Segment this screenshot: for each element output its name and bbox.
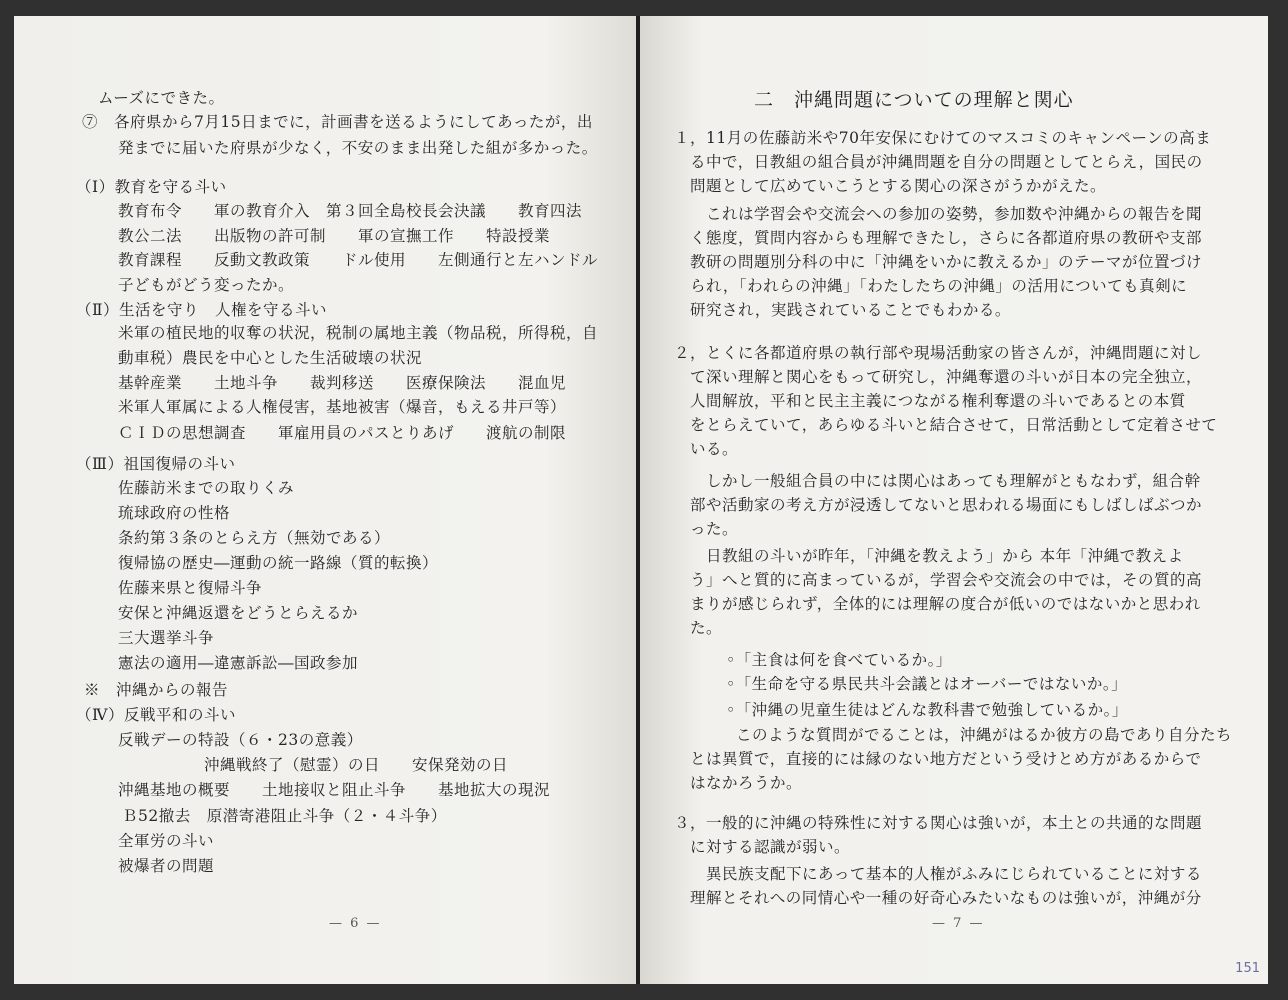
right-text-line: このような質問がでることは，沖縄がはるか彼方の島であり自分たち	[736, 726, 1233, 744]
left-text-line: 教公二法 出版物の許可制 軍の宣撫工作 特設授業	[118, 227, 551, 245]
right-text-line: く態度，質問内容からも理解できたし，さらに各都道府県の教研や支部	[690, 229, 1203, 247]
handwritten-page-mark: 151	[1235, 961, 1260, 976]
left-text-line: 動車税）農民を中心とした生活破壊の状況	[118, 349, 423, 367]
left-text-line: 沖縄基地の概要 土地接収と阻止斗争 基地拡大の現況	[118, 781, 551, 799]
left-text-line: ムーズにできた。	[98, 89, 225, 107]
right-text-line: ３，一般的に沖縄の特殊性に対する関心は強いが，本土との共通的な問題	[674, 814, 1203, 832]
right-text-line: 問題として広めていこうとする関心の深さがうかがえた。	[690, 177, 1107, 195]
right-text-line: られ，「われらの沖縄」「わたしたちの沖縄」の活用についても真剣に	[690, 277, 1188, 295]
left-text-line: 憲法の適用―違憲訴訟―国政参加	[118, 654, 359, 672]
left-text-line: 米軍人軍属による人権侵害，基地被害（爆音，もえる井戸等）	[118, 398, 567, 416]
section-heading: 二 沖縄問題についての理解と関心	[754, 89, 1074, 111]
page-number-left: — 6 —	[329, 916, 382, 931]
left-text-line: 発までに届いた府県が少なく，不安のまま出発した組が多かった。	[118, 139, 598, 157]
left-text-line: 佐藤訪米までの取りくみ	[118, 479, 295, 497]
right-text-line: 日教組の斗いが昨年，「沖縄を教えよう」から 本年「沖縄で教えよ	[706, 547, 1184, 565]
left-text-line: （Ⅱ）生活を守り 人権を守る斗い	[76, 301, 328, 319]
right-text-line: に対する認識が弱い。	[690, 838, 851, 856]
right-text-line: て深い理解と関心をもって研究し，沖縄奪還の斗いが日本の完全独立，	[690, 368, 1203, 386]
left-text-line: 復帰協の歴史―運動の統一路線（質的転換）	[118, 554, 439, 572]
left-text-line: 教育布令 軍の教育介入 第３回全島校長会決議 教育四法	[118, 202, 583, 220]
left-text-line: 子どもがどう変ったか。	[118, 276, 295, 294]
right-text-line: 教研の問題別分科の中に「沖縄をいかに教えるか」のテーマが位置づけ	[690, 253, 1203, 271]
right-text-line: まりが感じられず，全体的には理解の度合が低いのではないかと思われ	[690, 595, 1201, 613]
left-text-line: 全軍労の斗い	[118, 832, 215, 850]
left-text-line: （Ⅲ）祖国復帰の斗い	[76, 455, 236, 473]
left-text-line: ＣＩＤの思想調査 軍雇用員のパスとりあげ 渡航の制限	[118, 424, 567, 442]
right-text-line: はなかろうか。	[690, 774, 803, 792]
left-text-line: （Ⅰ）教育を守る斗い	[76, 178, 227, 196]
right-text-line: ◦「沖縄の児童生徒はどんな教科書で勉強しているか。」	[726, 701, 1128, 719]
right-text-line: る中で，日教組の組合員が沖縄問題を自分の問題としてとらえ，国民の	[690, 153, 1203, 171]
right-text-line: １，11月の佐藤訪米や70年安保にむけてのマスコミのキャンペーンの高ま	[674, 129, 1212, 147]
right-text-line: をとらえていて，あらゆる斗いと結合させて，日常活動として定着させて	[690, 416, 1218, 434]
left-text-line: （Ⅳ）反戦平和の斗い	[76, 706, 236, 724]
left-page	[14, 16, 638, 984]
left-text-line: ※ 沖縄からの報告	[84, 681, 229, 699]
right-text-line: 理解とそれへの同情心や一種の好奇心みたいなものは強いが，沖縄が分	[690, 889, 1202, 907]
left-text-line: 安保と沖縄返還をどうとらえるか	[118, 604, 359, 622]
page-number-right: — 7 —	[932, 916, 985, 931]
left-text-line: 条約第３条のとらえ方（無効である）	[118, 529, 391, 547]
right-text-line: これは学習会や交流会への参加の姿勢，参加数や沖縄からの報告を聞	[706, 205, 1203, 223]
right-text-line: う」へと質的に高まっているが，学習会や交流会の中では，その質的高	[690, 571, 1203, 589]
right-text-line: た。	[690, 619, 723, 637]
left-text-line: ⑦ 各府県から7月15日までに，計画書を送るようにしてあったが，出	[82, 113, 593, 131]
right-text-line: 部や活動家の考え方が浸透してないと思われる場面にもしばしばぶつか	[690, 496, 1203, 514]
right-page	[640, 16, 1268, 984]
right-text-line: とは異質で，直接的には縁のない地方だという受けとめ方があるからで	[690, 750, 1202, 768]
right-text-line: った。	[690, 520, 739, 538]
right-text-line: ◦「主食は何を食べているか。」	[726, 651, 952, 669]
right-text-line: ２，とくに各都道府県の執行部や現場活動家の皆さんが，沖縄問題に対し	[674, 344, 1203, 362]
right-text-line: ◦「生命を守る県民共斗会議とはオーバーではないか。」	[726, 675, 1128, 693]
left-text-line: 被爆者の問題	[118, 857, 215, 875]
right-text-line: 人間解放，平和と民主主義につながる権利奪還の斗いであるとの本質	[690, 392, 1186, 410]
left-text-line: 琉球政府の性格	[118, 504, 231, 522]
left-text-line: 三大選挙斗争	[118, 629, 215, 647]
right-text-line: いる。	[690, 440, 739, 458]
right-text-line: 研究され，実践されていることでもわかる。	[690, 301, 1011, 319]
left-text-line: 米軍の植民地的収奪の状況，税制の属地主義（物品税，所得税，自	[118, 324, 599, 342]
left-text-line: 基幹産業 土地斗争 裁判移送 医療保険法 混血児	[118, 374, 567, 392]
left-text-line: Ｂ52撤去 原潜寄港阻止斗争（２・４斗争）	[122, 807, 447, 825]
left-text-line: 沖縄戦終了（慰霊）の日 安保発効の日	[204, 756, 509, 774]
right-text-line: 異民族支配下にあって基本的人権がふみにじられていることに対する	[706, 865, 1202, 883]
left-text-line: 佐藤来県と復帰斗争	[118, 579, 263, 597]
left-text-line: 反戦デーの特設（６・23の意義）	[118, 731, 363, 749]
left-text-line: 教育課程 反動文教政策 ドル使用 左側通行と左ハンドル	[118, 251, 599, 269]
right-text-line: しかし一般組合員の中には関心はあっても理解がともなわず，組合幹	[706, 472, 1201, 490]
